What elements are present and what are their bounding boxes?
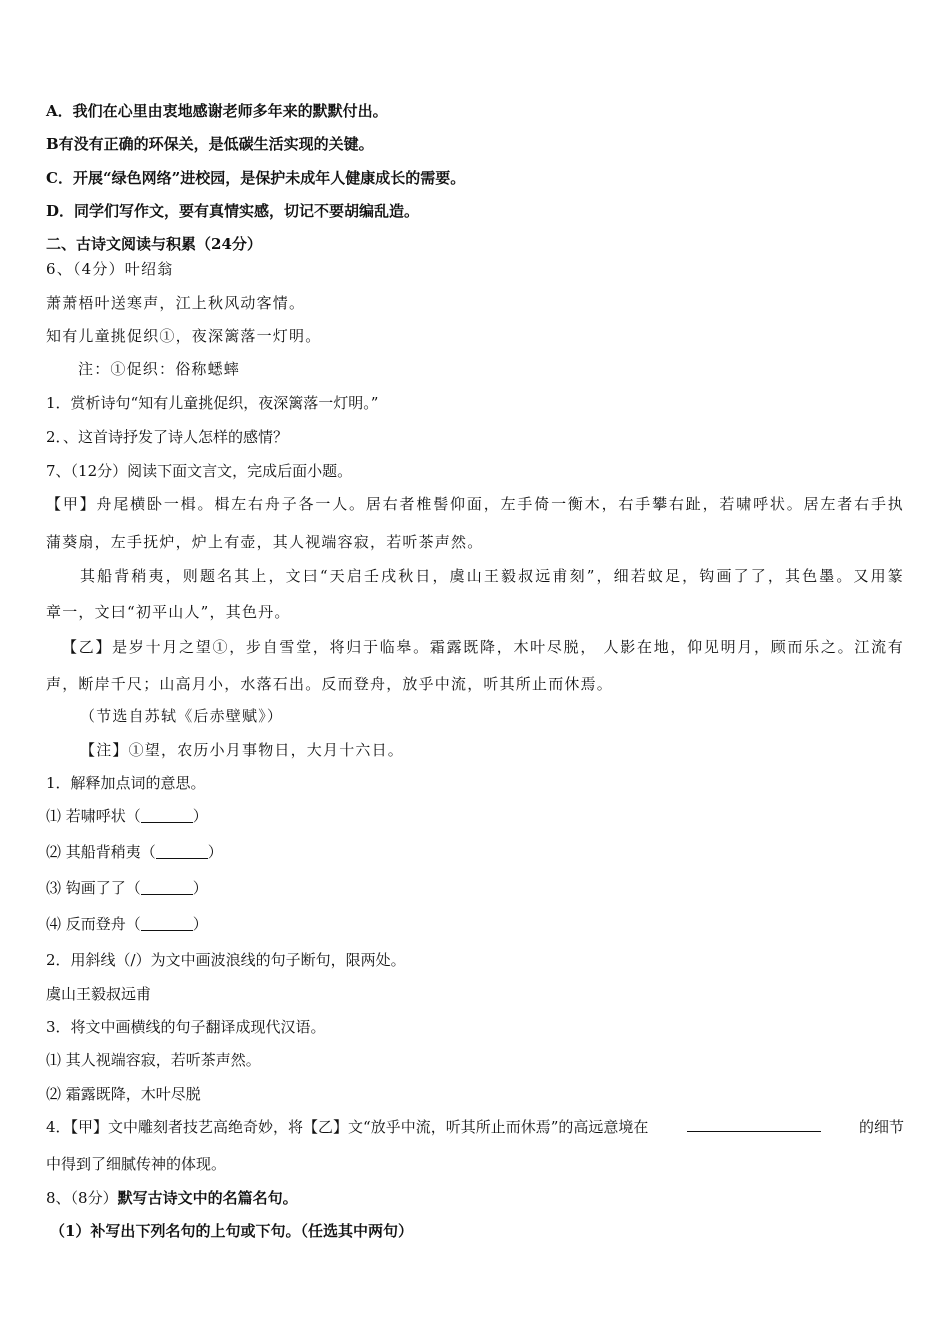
poem-line-2: 知有儿童挑促织①，夜深篱落一灯明。 bbox=[46, 327, 322, 345]
passage-source: （节选自苏轼《后赤壁赋》） bbox=[80, 707, 284, 725]
q7-sub1-item2 bbox=[46, 842, 223, 862]
q7-sub4-text: 4．【甲】文中雕刻者技艺高绝奇妙，将【乙】文“放乎中流，听其所止而休焉”的高远意境在 bbox=[46, 1118, 649, 1136]
q7-sub4 bbox=[46, 1117, 904, 1137]
answer-blank[interactable] bbox=[141, 808, 193, 823]
item-close: ） bbox=[192, 879, 208, 897]
item-close: ） bbox=[207, 843, 223, 861]
item-close: ） bbox=[192, 915, 208, 933]
yi-line1: 【乙】是岁十月之望①，步自雪堂，将归于临皋。霜露既降，木叶尽脱， 人影在地，仰见明月，顾而乐之。江流有 bbox=[62, 638, 904, 656]
q8-number: 8、（8分） bbox=[46, 1189, 118, 1207]
q7-sub4-tail: 的细节 bbox=[858, 1118, 904, 1136]
q7-sub1-item3 bbox=[46, 878, 208, 898]
option-a: A．我们在心里由衷地感谢老师多年来的默默付出。 bbox=[46, 102, 388, 120]
q6-sub1: 1．赏析诗句“知有儿童挑促织，夜深篱落一灯明。” bbox=[46, 394, 379, 412]
q7-sub2: 2．用斜线（/）为文中画波浪线的句子断句，限两处。 bbox=[46, 951, 406, 969]
q7-sub3-item1: ⑴ 其人视端容寂，若听茶声然。 bbox=[46, 1051, 261, 1069]
item-text: ⑷ 反而登舟（ bbox=[46, 915, 141, 933]
item-text: ⑶ 钩画了了（ bbox=[46, 879, 141, 897]
q7-sub3-item2: ⑵ 霜露既降，木叶尽脱 bbox=[46, 1085, 201, 1103]
poem-line-1: 萧萧梧叶送寒声，江上秋风动客情。 bbox=[46, 294, 306, 312]
item-text: ⑵ 其船背稍夷（ bbox=[46, 843, 156, 861]
q7-sub1-item1 bbox=[46, 806, 208, 826]
jia-para1-line1: 【甲】舟尾横卧一楫。楫左右舟子各一人。居右者椎髻仰面，左手倚一衡木，右手攀右趾，若啸呼状。居左者右手执 bbox=[46, 495, 904, 513]
q7-header: 7、（12分）阅读下面文言文，完成后面小题。 bbox=[46, 462, 353, 480]
q8-header bbox=[46, 1188, 298, 1208]
q6-header: 6、（4分）叶绍翁 bbox=[46, 260, 174, 278]
q6-sub2: 2．、这首诗抒发了诗人怎样的感情？ bbox=[46, 428, 289, 446]
jia-para1-line2: 蒲葵扇，左手抚炉，炉上有壶，其人视端容寂，若听茶声然。 bbox=[46, 533, 484, 551]
poem-note: 注：①促织：俗称蟋蟀 bbox=[78, 360, 241, 378]
item-text: ⑴ 若啸呼状（ bbox=[46, 807, 141, 825]
q7-sub1-item4 bbox=[46, 914, 208, 934]
q7-sub2-sentence: 虞山王毅叔远甫 bbox=[46, 985, 152, 1003]
jia-para2-line1: 其船背稍夷，则题名其上，文曰“天启壬戌秋日，虞山王毅叔远甫刻”，细若蚊足，钩画了了，其色墨。又用篆 bbox=[80, 567, 904, 585]
q8-title: 默写古诗文中的名篇名句。 bbox=[117, 1189, 298, 1207]
answer-blank[interactable] bbox=[141, 916, 193, 931]
yi-line2: 声，断岸千尺；山高月小，水落石出。反而登舟，放乎中流，听其所止而休焉。 bbox=[46, 675, 614, 693]
answer-blank[interactable] bbox=[687, 1117, 821, 1132]
q7-sub1: 1．解释加点词的意思。 bbox=[46, 774, 206, 792]
section-title: 二、古诗文阅读与积累（24分） bbox=[46, 235, 262, 253]
jia-para2-line2: 章一，文曰“初平山人”，其色丹。 bbox=[46, 603, 291, 621]
option-d: D．同学们写作文，要有真情实感，切记不要胡编乱造。 bbox=[46, 202, 420, 220]
passage-note: 【注】①望，农历小月事物日，大月十六日。 bbox=[80, 741, 405, 759]
item-close: ） bbox=[192, 807, 208, 825]
option-c: C．开展“绿色网络”进校园，是保护未成年人健康成长的需要。 bbox=[46, 169, 466, 187]
option-b: B有没有正确的环保关，是低碳生活实现的关键。 bbox=[46, 135, 374, 153]
q8-sub1: （1）补写出下列名句的上句或下句。（任选其中两句） bbox=[50, 1222, 413, 1240]
answer-blank[interactable] bbox=[141, 880, 193, 895]
answer-blank[interactable] bbox=[156, 844, 208, 859]
q7-sub3: 3．将文中画横线的句子翻译成现代汉语。 bbox=[46, 1018, 326, 1036]
q7-sub4-line2: 中得到了细腻传神的体现。 bbox=[46, 1155, 227, 1173]
